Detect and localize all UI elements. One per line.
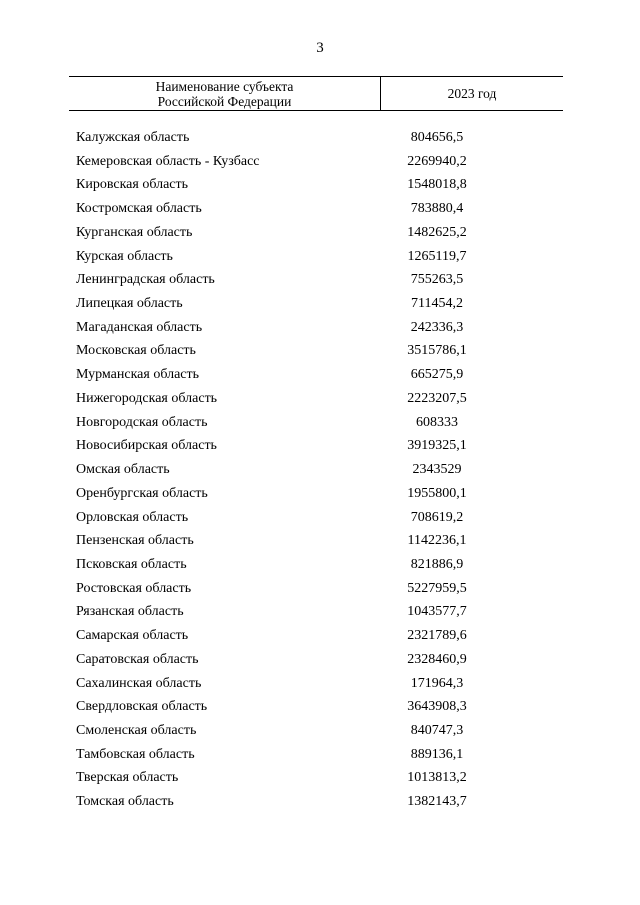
region-name: Рязанская область bbox=[76, 604, 184, 620]
region-name: Липецкая область bbox=[76, 296, 183, 312]
region-name: Новосибирская область bbox=[76, 438, 217, 454]
region-value: 804656,5 bbox=[410, 130, 464, 145]
table-row bbox=[0, 293, 640, 317]
header-region-name bbox=[69, 77, 381, 110]
region-name: Самарская область bbox=[76, 628, 189, 644]
region-name: Томская область bbox=[76, 794, 174, 810]
table-row bbox=[0, 507, 640, 531]
region-value: 665275,9 bbox=[410, 367, 464, 383]
header-year: 2023 год bbox=[447, 85, 497, 101]
region-name: Кемеровская область - Кузбасс bbox=[76, 153, 260, 169]
region-name: Тамбовская область bbox=[76, 746, 195, 762]
table-row bbox=[0, 435, 640, 459]
table-row bbox=[0, 246, 640, 270]
region-value: 1142236,1 bbox=[407, 533, 467, 549]
region-value: 1043577,7 bbox=[407, 604, 467, 620]
region-name: Костромская область bbox=[76, 201, 202, 217]
table-row bbox=[0, 127, 640, 151]
table-row bbox=[0, 791, 640, 815]
table-row bbox=[0, 198, 640, 222]
region-name: Саратовская область bbox=[76, 651, 199, 667]
table-body bbox=[0, 127, 640, 815]
region-value: 5227959,5 bbox=[407, 580, 467, 596]
table-row bbox=[0, 174, 640, 198]
region-name: Свердловская область bbox=[76, 699, 208, 715]
table-header bbox=[69, 76, 563, 111]
region-name: Московская область bbox=[76, 343, 196, 359]
table-row bbox=[0, 601, 640, 625]
region-value: 3643908,3 bbox=[407, 699, 467, 715]
table-row bbox=[0, 720, 640, 744]
table-row bbox=[0, 317, 640, 341]
table-row bbox=[0, 151, 640, 175]
region-name: Смоленская область bbox=[76, 722, 197, 738]
region-value: 783880,4 bbox=[410, 201, 464, 217]
region-value: 708619,2 bbox=[410, 509, 464, 525]
table-row bbox=[0, 388, 640, 412]
table-row bbox=[0, 530, 640, 554]
region-value: 1482625,2 bbox=[407, 224, 467, 240]
region-name: Оренбургская область bbox=[76, 485, 208, 501]
region-value: 1382143,7 bbox=[407, 794, 467, 810]
header-region-line1: Наименование субъекта bbox=[155, 78, 294, 94]
region-name: Мурманская область bbox=[76, 367, 200, 383]
region-name: Пензенская область bbox=[76, 533, 194, 549]
table-row bbox=[0, 767, 640, 791]
region-name: Орловская область bbox=[76, 509, 189, 525]
region-value: 2328460,9 bbox=[407, 651, 467, 667]
table-row bbox=[0, 696, 640, 720]
region-value: 840747,3 bbox=[410, 722, 464, 738]
region-value: 2269940,2 bbox=[407, 153, 467, 169]
table-row bbox=[0, 673, 640, 697]
region-value: 889136,1 bbox=[410, 746, 464, 762]
region-value: 2343529 bbox=[412, 462, 462, 478]
region-name: Тверская область bbox=[76, 770, 179, 786]
region-value: 1013813,2 bbox=[407, 770, 467, 786]
table-row bbox=[0, 269, 640, 293]
region-name: Курская область bbox=[76, 248, 173, 264]
table-row bbox=[0, 364, 640, 388]
region-name: Кировская область bbox=[76, 177, 189, 193]
table-row bbox=[0, 483, 640, 507]
region-value: 608333 bbox=[416, 414, 458, 430]
table-row bbox=[0, 340, 640, 364]
region-name: Нижегородская область bbox=[76, 390, 218, 406]
region-name: Курганская область bbox=[76, 224, 193, 240]
region-name: Сахалинская область bbox=[76, 675, 202, 691]
region-value: 2321789,6 bbox=[407, 628, 467, 644]
region-name: Новгородская область bbox=[76, 414, 208, 430]
region-value: 242336,3 bbox=[410, 319, 464, 335]
table-row bbox=[0, 744, 640, 768]
header-region-line2: Российской Федерации bbox=[157, 93, 292, 109]
region-value: 1265119,7 bbox=[407, 248, 467, 264]
region-name: Псковская область bbox=[76, 556, 187, 572]
region-name: Омская область bbox=[76, 462, 170, 478]
table-row bbox=[0, 625, 640, 649]
page-number: 3 bbox=[316, 40, 324, 56]
region-name: Калужская область bbox=[76, 130, 190, 145]
region-name: Магаданская область bbox=[76, 319, 203, 335]
table-row bbox=[0, 578, 640, 602]
region-value: 171964,3 bbox=[410, 675, 464, 691]
region-value: 3919325,1 bbox=[407, 438, 467, 454]
table-row bbox=[0, 222, 640, 246]
region-value: 711454,2 bbox=[411, 296, 463, 312]
table-row bbox=[0, 459, 640, 483]
table-row bbox=[0, 649, 640, 673]
table-row bbox=[0, 554, 640, 578]
region-value: 1955800,1 bbox=[407, 485, 467, 501]
region-value: 2223207,5 bbox=[407, 390, 467, 406]
region-value: 821886,9 bbox=[410, 556, 464, 572]
region-value: 3515786,1 bbox=[407, 343, 467, 359]
region-name: Ростовская область bbox=[76, 580, 192, 596]
region-value: 755263,5 bbox=[410, 272, 464, 288]
region-value: 1548018,8 bbox=[407, 177, 467, 193]
table-row bbox=[0, 412, 640, 436]
region-name: Ленинградская область bbox=[76, 272, 215, 288]
